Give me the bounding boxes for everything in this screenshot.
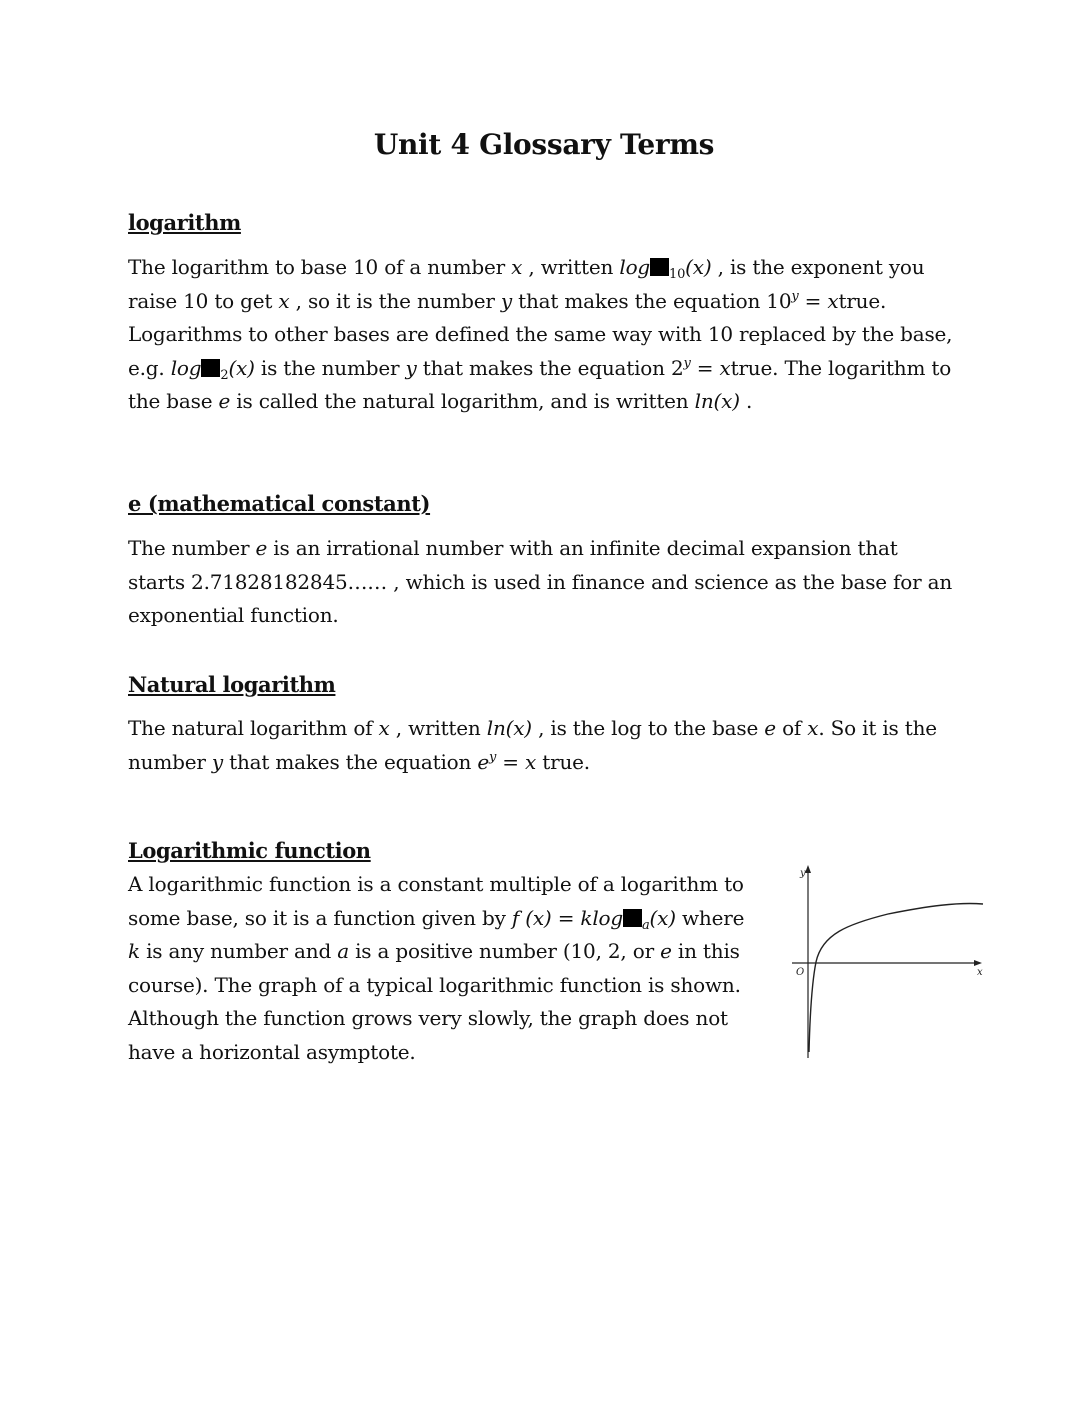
x-axis-arrow	[974, 960, 982, 966]
term-heading-logarithm: logarithm	[128, 210, 241, 235]
term-heading-logarithmic-function: Logarithmic function	[128, 838, 371, 863]
definition-logarithm: The logarithm to base 10 of a number x , written log $_{10}$(x) , is the exponent you raise 10 to get x , so it is the number y that makes the equation $10^y$ = xtrue. Logarithms to other bases are defined the same way with 10 replaced by the base, e.g. log $_2$(x) is the number y that makes the equation $2^y$ = xtrue. The logarithm to the base e is called the natural logarithm, and is written ln(x) .	[128, 255, 953, 414]
definition-e: The number e is an irrational number with an infinite decimal expansion that starts 2.71828182845…… , which is used in finance and science as the base for an exponential function.	[128, 536, 953, 628]
term-heading-natural-logarithm: Natural logarithm	[128, 672, 336, 697]
x-axis-label: x	[977, 967, 983, 978]
logarithm-graph	[788, 862, 994, 1066]
definition-logarithmic-function: A logarithmic function is a constant multiple of a logarithm to some base, so it is a function given by f (x) = klog $_a$(x) where k is any number and a is a positive number (10, 2, or e in this course). The graph of a typical logarithmic function is shown. Although the function grows very slowly, the graph does not have a horizontal asymptote.	[128, 872, 745, 1064]
redaction-mark	[201, 359, 220, 377]
y-axis-label: y	[800, 868, 806, 879]
y-axis-arrow	[805, 865, 811, 873]
redaction-mark	[650, 258, 669, 276]
term-heading-e: e (mathematical constant)	[128, 491, 431, 516]
page-title: Unit 4 Glossary Terms	[373, 128, 715, 161]
redaction-mark	[623, 909, 642, 927]
definition-natural-logarithm: The natural logarithm of x , written ln(x) , is the log to the base e of x. So it is the number y that makes the equation $e^y = x$ true.	[128, 716, 937, 774]
log-curve	[809, 903, 983, 1052]
origin-label: O	[796, 967, 805, 978]
